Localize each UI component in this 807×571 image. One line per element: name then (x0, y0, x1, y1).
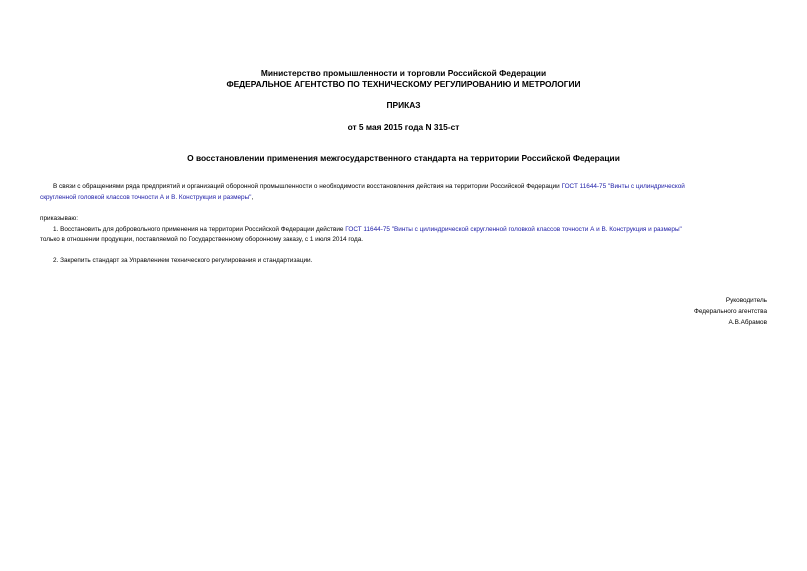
order-word: приказываю: (40, 215, 78, 222)
intro-paragraph-line1 (53, 182, 685, 192)
signature-agency: Федерального агентства (693, 308, 767, 315)
signature-name: А.В.Абрамов (728, 319, 767, 326)
item1-line1 (53, 225, 682, 235)
signature-title: Руководитель (725, 297, 767, 304)
ministry-name: Министерство промышленности и торговли Российской Федерации (260, 68, 547, 78)
gost-link-intro[interactable]: ГОСТ 11644-75 "Винты с цилиндрической (561, 183, 685, 190)
gost-link-item1[interactable]: ГОСТ 11644-75 "Винты с цилиндрической скругленной головкой классов точности А и В. Конструкция и размеры" (345, 226, 682, 233)
document-subject: О восстановлении применения межгосударственного стандарта на территории Российской Федерации (187, 153, 620, 163)
document-date-number: от 5 мая 2015 года N 315-ст (347, 122, 460, 132)
item2-paragraph: 2. Закрепить стандарт за Управлением технического регулирования и стандартизации. (53, 257, 313, 264)
item1-line2: только в отношении продукции, поставляемой по Государственному оборонному заказу, с 1 июля 2014 года. (40, 236, 364, 243)
intro-text: В связи с обращениями ряда предприятий и организаций оборонной промышленности о необходимости восстановления действия на территории Российской Федерации (53, 183, 560, 190)
gost-link-intro-cont[interactable]: скругленной головкой классов точности А и В. Конструкция и размеры" (40, 194, 252, 201)
document-type: ПРИКАЗ (386, 100, 421, 110)
intro-end: , (251, 194, 254, 201)
intro-paragraph-line2 (40, 193, 253, 203)
agency-name: ФЕДЕРАЛЬНОЕ АГЕНТСТВО ПО ТЕХНИЧЕСКОМУ РЕГУЛИРОВАНИЮ И МЕТРОЛОГИИ (226, 79, 581, 89)
item1-text: 1. Восстановить для добровольного применения на территории Российской Федерации действие (53, 226, 344, 233)
